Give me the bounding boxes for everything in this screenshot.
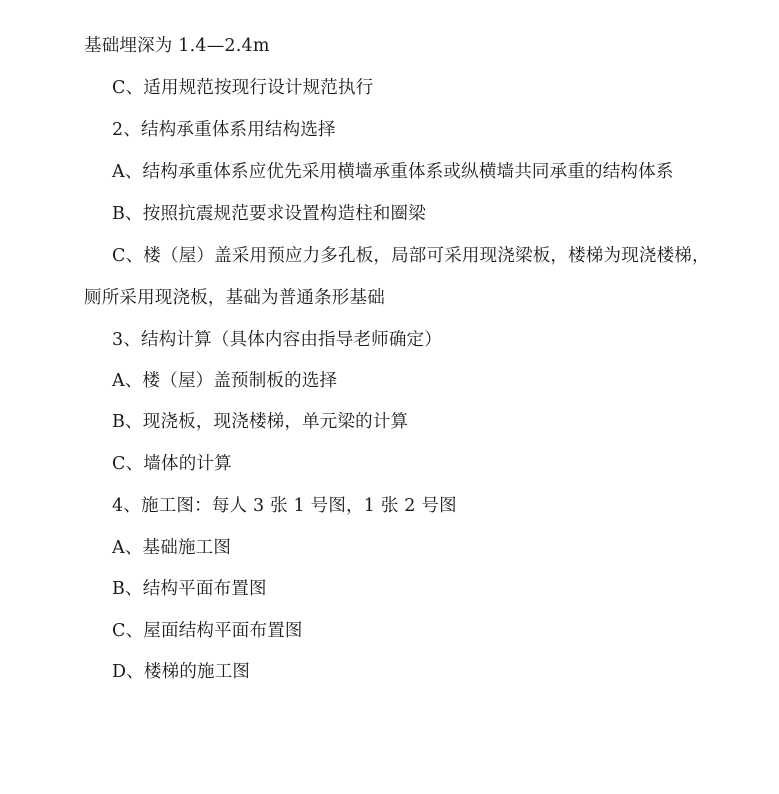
text-line-b-seismic-columns: B、按照抗震规范要求设置构造柱和圈梁	[112, 204, 426, 224]
text-line-b-structural-layout: B、结构平面布置图	[112, 579, 267, 599]
text-line-a-load-bearing-system: A、结构承重体系应优先采用横墙承重体系或纵横墙共同承重的结构体系	[112, 162, 674, 182]
text-line-c-floor-roof-slabs: C、楼（屋）盖采用预应力多孔板，局部可采用现浇梁板，楼梯为现浇楼梯，	[112, 246, 710, 266]
text-line-section-2-heading: 2、结构承重体系用结构选择	[112, 120, 336, 140]
text-line-foundation-depth: 基础埋深为 1.4—2.4m	[84, 36, 270, 56]
text-line-a-precast-slab: A、楼（屋）盖预制板的选择	[112, 371, 338, 391]
text-line-c-wall-calc: C、墙体的计算	[112, 454, 232, 474]
text-line-c-roof-layout: C、屋面结构平面布置图	[112, 621, 303, 641]
text-line-section-4-heading: 4、施工图：每人 3 张 1 号图，1 张 2 号图	[112, 496, 457, 516]
text-line-a-foundation-drawing: A、基础施工图	[112, 538, 232, 558]
text-line-d-stair-drawing: D、楼梯的施工图	[112, 662, 251, 682]
text-line-c-continuation: 厕所采用现浇板，基础为普通条形基础	[84, 288, 385, 308]
text-line-c-applicable-codes: C、适用规范按现行设计规范执行	[112, 78, 374, 98]
text-line-section-3-heading: 3、结构计算（具体内容由指导老师确定）	[112, 330, 442, 350]
text-line-b-cast-in-place: B、现浇板，现浇楼梯，单元梁的计算	[112, 412, 409, 432]
